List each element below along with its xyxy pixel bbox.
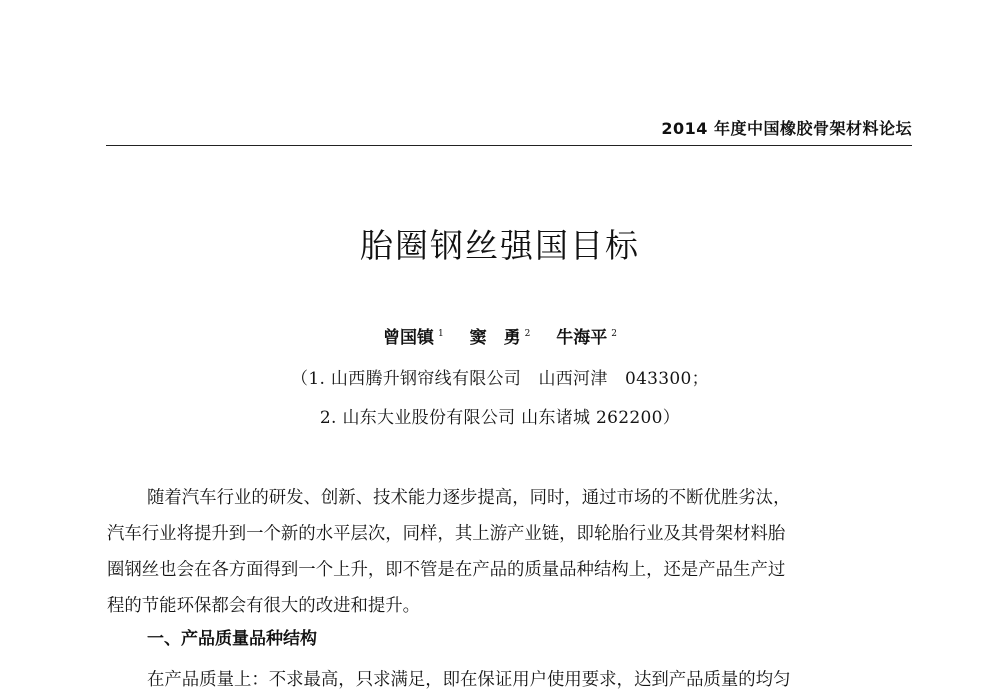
running-header: 2014 年度中国橡胶骨架材料论坛 <box>661 119 912 138</box>
section-paragraph <box>107 662 913 698</box>
affiliation-mark: 1 <box>437 329 444 339</box>
affiliation-mark: 2 <box>524 329 531 339</box>
paragraph-line: 汽车行业将提升到一个新的水平层次，同样，其上游产业链，即轮胎行业及其骨架材料胎 <box>107 524 786 544</box>
author-name: 曾国镇 <box>382 328 434 348</box>
paragraph-line: 圈钢丝也会在各方面得到一个上升，即不管是在产品的质量品种结构上，还是产品生产过 <box>107 560 786 580</box>
paragraph-line: 在产品质量上：不求最高，只求满足，即在保证用户使用要求，达到产品质量的均匀 <box>147 670 791 690</box>
author <box>470 323 531 348</box>
author <box>383 323 444 348</box>
affiliation-line: 2. 山东大业股份有限公司 山东诸城 262200） <box>319 408 681 428</box>
paragraph-line: 程的节能环保都会有很大的改进和提升。 <box>107 596 421 616</box>
section-heading: 一、产品质量品种结构 <box>147 629 317 649</box>
affiliation-line: （1. 山西腾升钢帘线有限公司 山西河津 043300； <box>291 369 709 389</box>
author-name: 窦 勇 <box>469 328 521 348</box>
intro-paragraph <box>107 480 913 624</box>
author-list <box>0 323 1000 348</box>
author <box>556 323 617 348</box>
affiliation-mark: 2 <box>611 329 618 339</box>
paragraph-line: 随着汽车行业的研发、创新、技术能力逐步提高，同时，通过市场的不断优胜劣汰， <box>147 488 791 508</box>
article-title: 胎圈钢丝强国目标 <box>360 226 640 265</box>
author-name: 牛海平 <box>556 328 608 348</box>
header-rule <box>106 145 912 146</box>
